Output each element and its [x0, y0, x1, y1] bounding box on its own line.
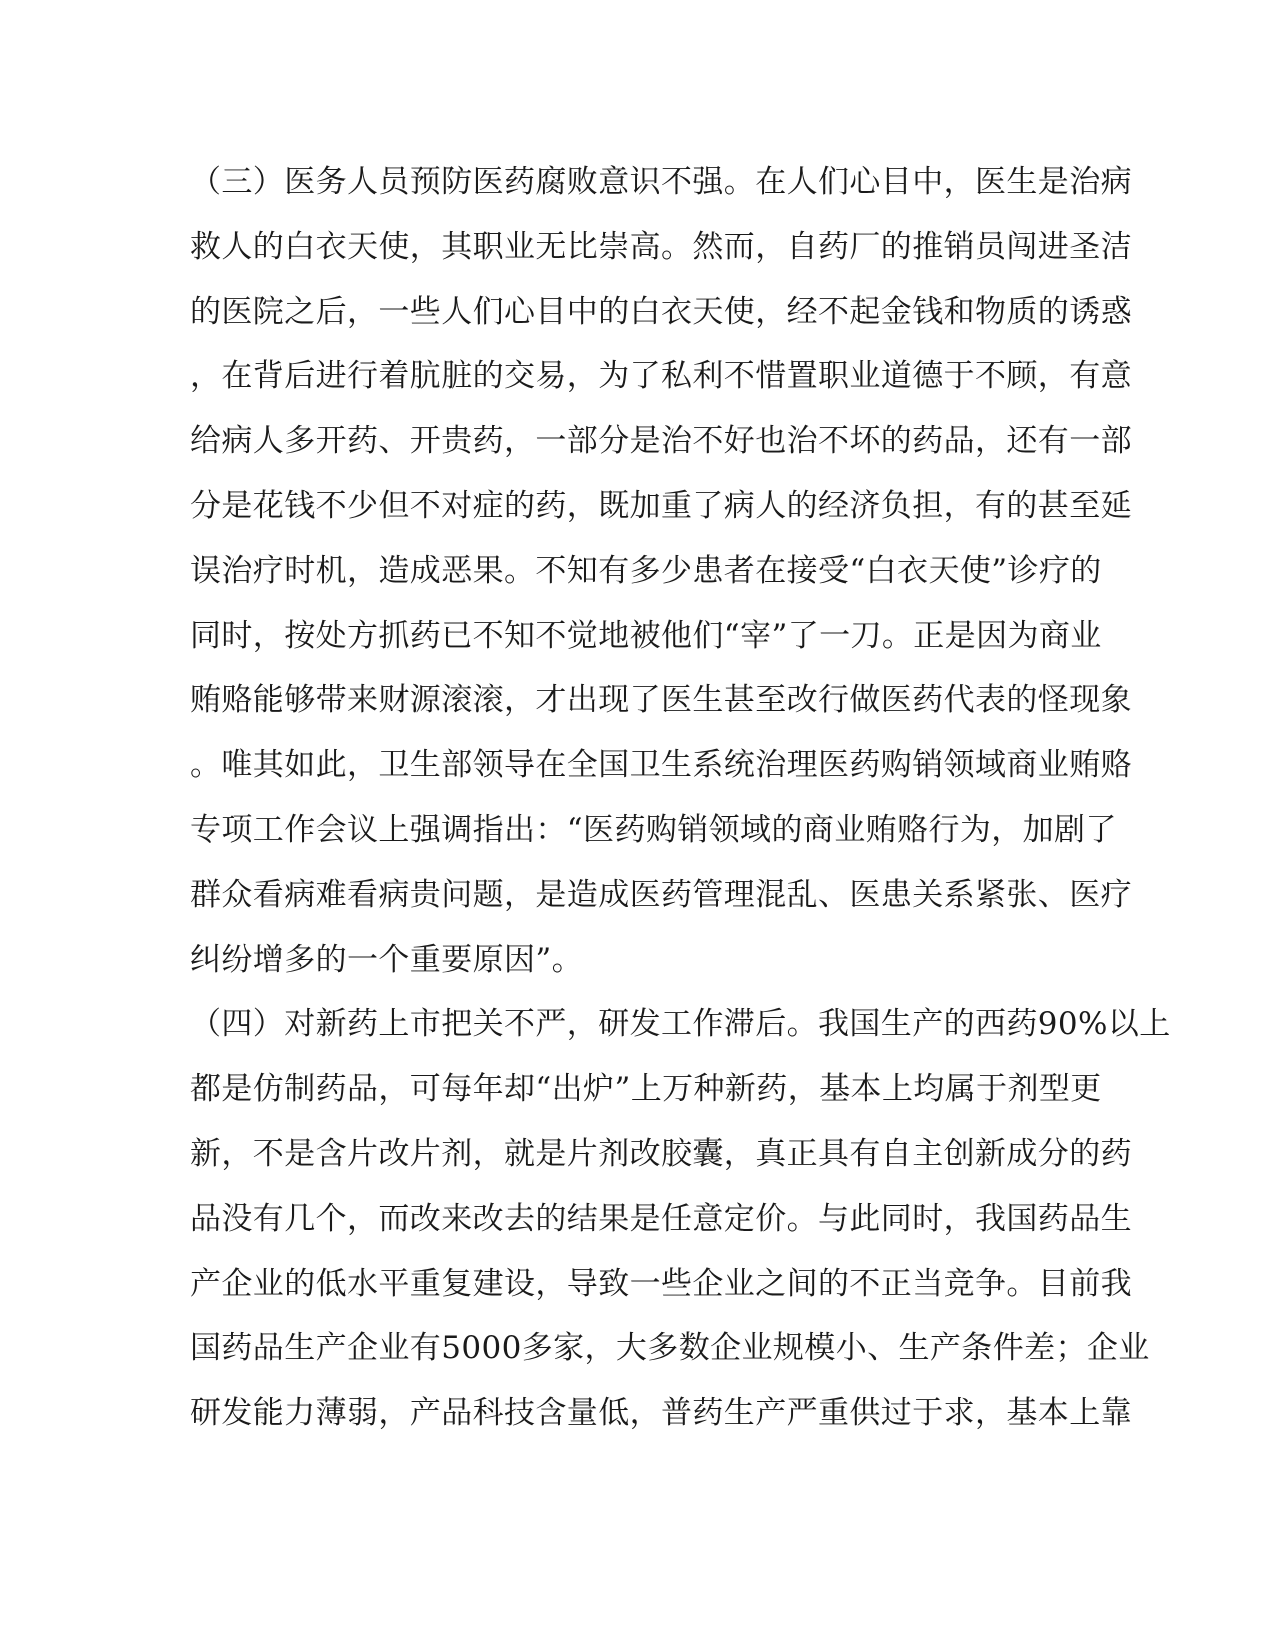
- body-text: [190, 150, 1171, 1446]
- text-line: 给病人多开药、开贵药，一部分是治不好也治不坏的药品，还有一部: [190, 423, 1132, 460]
- text-line: ，在背后进行着肮脏的交易，为了私利不惜置职业道德于不顾，有意: [190, 358, 1132, 395]
- text-line: 都是仿制药品，可每年却“出炉”上万种新药，基本上均属于剂型更: [190, 1071, 1102, 1108]
- text-line: 品没有几个，而改来改去的结果是任意定价。与此同时，我国药品生: [190, 1200, 1132, 1237]
- text-line: （四）对新药上市把关不严，研发工作滞后。我国生产的西药90%以上: [190, 1006, 1171, 1043]
- text-line: 救人的白衣天使，其职业无比崇高。然而，自药厂的推销员闯进圣洁: [190, 228, 1132, 265]
- text-line: 纠纷增多的一个重要原因”。: [190, 941, 584, 978]
- text-line: 专项工作会议上强调指出：“医药购销领域的商业贿赂行为，加剧了: [190, 811, 1117, 848]
- text-line: 分是花钱不少但不对症的药，既加重了病人的经济负担，有的甚至延: [190, 487, 1132, 524]
- text-line: 研发能力薄弱，产品科技含量低，普药生产严重供过于求，基本上靠: [190, 1395, 1132, 1432]
- text-line: （三）医务人员预防医药腐败意识不强。在人们心目中，医生是治病: [190, 164, 1132, 200]
- text-line: 误治疗时机，造成恶果。不知有多少患者在接受“白衣天使”诊疗的: [190, 552, 1102, 589]
- text-line: 同时，按处方抓药已不知不觉地被他们“宰”了一刀。正是因为商业: [190, 617, 1102, 654]
- text-line: 。唯其如此，卫生部领导在全国卫生系统治理医药购销领域商业贿赂: [190, 747, 1132, 784]
- text-line: 群众看病难看病贵问题，是造成医药管理混乱、医患关系紧张、医疗: [190, 876, 1132, 913]
- text-line: 贿赂能够带来财源滚滚，才出现了医生甚至改行做医药代表的怪现象: [190, 682, 1132, 719]
- text-line: 国药品生产企业有5000多家，大多数企业规模小、生产条件差；企业: [190, 1330, 1150, 1367]
- text-line: 的医院之后，一些人们心目中的白衣天使，经不起金钱和物质的诱惑: [190, 293, 1132, 330]
- text-line: 产企业的低水平重复建设，导致一些企业之间的不正当竞争。目前我: [190, 1265, 1132, 1302]
- text-line: 新，不是含片改片剂，就是片剂改胶囊，真正具有自主创新成分的药: [190, 1135, 1132, 1172]
